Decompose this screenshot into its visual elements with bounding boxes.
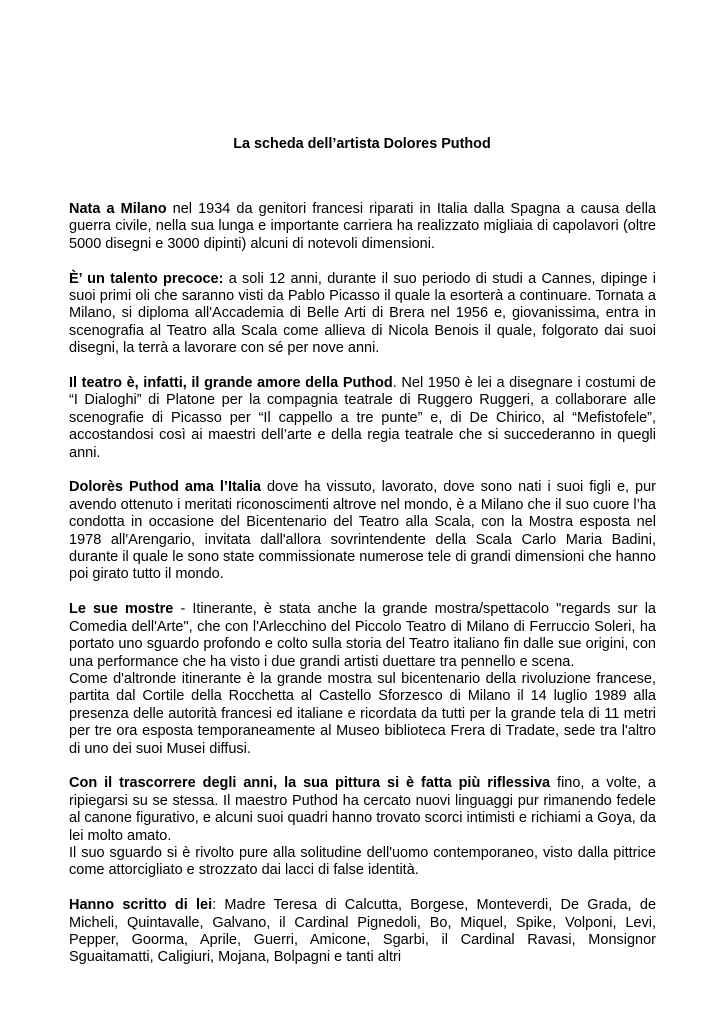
paragraph-text: a soli 12 anni, durante il suo periodo di studi a Cannes, dipinge i suoi primi oli che saranno visti da Pablo Picasso il quale la esorterà a continuare. Tornata a Milano, si diploma all'Accademia di Belle Arti di Brera nel 1956 e, giovanissima, entra in scenografia al Teatro alla Scala come allieva di Nicola Benois il quale, folgorato dai suoi disegni, la terrà a lavorare con sé per nove anni. [69, 270, 657, 357]
paragraph-teatro [69, 375, 656, 462]
document-body [69, 201, 656, 984]
paragraph-text: fino, a volte, a ripiegarsi su se stessa. Il maestro Puthod ha cercato nuovi linguaggi pur rimanendo fedele al canone figurativo, e alcuni suoi quadri hanno trovato scorci intimisti e richiami a Goya, da lei molto amato. [69, 775, 656, 844]
paragraph-talento-precoce [69, 271, 656, 358]
paragraph-lead: Hanno scritto di lei [69, 897, 213, 914]
paragraph-nata-a-milano [69, 201, 656, 253]
paragraph-lead: È’ un talento precoce: [69, 270, 224, 287]
paragraph-lead: Il teatro è, infatti, il grande amore della Puthod [69, 375, 393, 392]
paragraph-sguardo [69, 845, 656, 880]
paragraph-lead: Con il trascorrere degli anni, la sua pittura si è fatta più riflessiva [69, 775, 551, 792]
paragraph-hanno-scritto [69, 897, 656, 967]
paragraph-text: dove ha vissuto, lavorato, dove sono nati i suoi figli e, pur avendo ottenuto i meritati riconoscimenti altrove nel mondo, è a Milano che il suo cuore l’ha condotta in occasione del Bicentenario del Teatro alla Scala, con la Mostra esposta nel 1978 all'Arengario, invitata dall'allora sovrintendente della Scala Carlo Maria Badini, durante il quale le sono state commissionate numerose tele di grandi dimensioni che hanno poi girato tutto il mondo. [69, 479, 656, 583]
paragraph-mostre [69, 601, 656, 671]
paragraph-text: - Itinerante, è stata anche la grande mostra/spettacolo "regards sur la Comedia dell'Arte", che con l'Arlecchino del Piccolo Teatro di Milano di Ferruccio Soleri, ha portato uno sguardo profondo e colto sulla storia del Teatro italiano fin dalle sue origini, con una performance che ha visto i due grandi artisti duettare tra pennello e scena. [69, 601, 656, 670]
paragraph-pittura-riflessiva [69, 775, 656, 845]
paragraph-text: Il suo sguardo si è rivolto pure alla solitudine dell'uomo contemporaneo, visto dalla pittrice come attorcigliato e strozzato dai lacci di false identità. [69, 844, 656, 879]
paragraph-lead: Le sue mostre [69, 601, 174, 618]
paragraph-lead: Nata a Milano [69, 201, 167, 217]
paragraph-text: nel 1934 da genitori francesi riparati in Italia dalla Spagna a causa della guerra civile, nella sua lunga e importante carriera ha realizzato migliaia di capolavori (oltre 5000 disegni e 3000 dipinti) alcuni di notevoli dimensioni. [69, 201, 656, 252]
paragraph-text: Come d'altronde itinerante è la grande mostra sul bicentenario della rivoluzione francese, partita dal Cortile della Rocchetta al Castello Sforzesco di Milano il 14 luglio 1989 alla presenza delle autorità francesi ed italiane e ricordata da tutti per la grande tela di 11 metri per tre ora esposta temporaneamente al Museo biblioteca Frera di Tradate, sede tra l'altro di uno dei suoi Musei diffusi. [69, 670, 656, 757]
paragraph-text: . Nel 1950 è lei a disegnare i costumi de “I Dialoghi” di Platone per la compagnia teatrale di Ruggero Ruggeri, a collaborare alle scenografie di Picasso per “Il cappello a tre punte” e, di De Chirico, al “Mefistofele”, accostandosi così ai maestri dell’arte e della regia teatrale che si succederanno in quegli anni. [69, 375, 656, 461]
paragraph-text: : Madre Teresa di Calcutta, Borgese, Monteverdi, De Grada, de Micheli, Quintavalle, Galvano, il Cardinal Pignedoli, Bo, Miquel, Spike, Volponi, Levi, Pepper, Goorma, Aprile, Guerri, Amicone, Sgarbi, il Cardinal Ravasi, Monsignor Sguaitamatti, Caligiuri, Mojana, Bolpagni e tanti altri [69, 897, 657, 966]
document-title: La scheda dell’artista Dolores Puthod [233, 136, 491, 152]
paragraph-lead: Dolorès Puthod ama l’Italia [69, 479, 261, 496]
paragraph-ama-italia [69, 479, 656, 583]
paragraph-mostra-bicentenario [69, 671, 656, 758]
